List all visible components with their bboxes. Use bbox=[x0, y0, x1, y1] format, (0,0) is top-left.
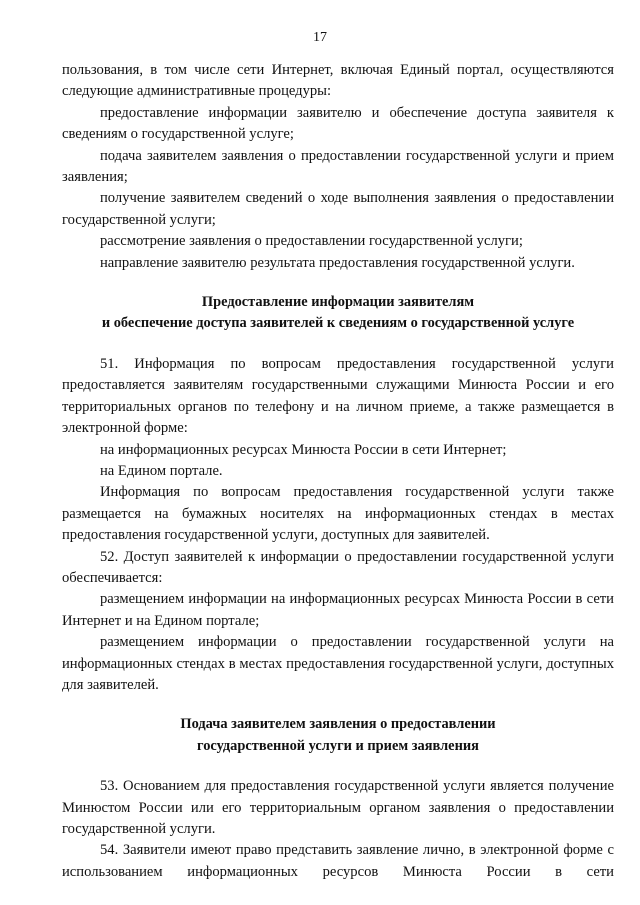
list-item: рассмотрение заявления о предоставлении государственной услуги; bbox=[100, 233, 523, 250]
list-item: размещением информации на информационных ресурсах Минюста России в сети Интернет и на Едином портале; bbox=[62, 591, 614, 629]
list-item: размещением информации о предоставлении государственной услуги на информационных стендах в местах предоставления государственной услуги, доступных для заявителей. bbox=[62, 634, 614, 693]
section-heading-line: Подача заявителем заявления о предоставлении bbox=[180, 716, 496, 733]
paragraph: Информация по вопросам предоставления государственной услуги также размещается на бумажных носителях на информационных стендах в местах предоставления государственной услуги, доступных для заявителей. bbox=[62, 484, 614, 544]
section-heading bbox=[62, 714, 614, 757]
paragraph: пользования, в том числе сети Интернет, включая Единый портал, осуществляются следующие административные процедуры: bbox=[62, 62, 614, 100]
paragraph: 53. Основанием для предоставления государственной услуги является получение Минюстом России или его территориальным органом заявления о предоставлении государственной услуги. bbox=[62, 778, 614, 837]
list-item: предоставление информации заявителю и обеспечение доступа заявителя к сведениям о государственной услуге; bbox=[62, 104, 614, 143]
list-item: получение заявителем сведений о ходе выполнения заявления о предоставлении государственной услуги; bbox=[62, 190, 614, 228]
paragraph: 51. Информация по вопросам предоставления государственной услуги предоставляется заявителям государственными служащими Минюста России и его территориальных органов по телефону и на личном приеме, а также размещается в электронной форме: bbox=[62, 355, 614, 437]
section-heading bbox=[62, 292, 614, 335]
list-item: направление заявителю результата предоставления государственной услуги. bbox=[100, 254, 575, 271]
page-number: 17 bbox=[313, 30, 327, 45]
list-item: подача заявителем заявления о предоставлении государственной услуги и прием заявления; bbox=[62, 147, 614, 186]
paragraph: 54. Заявители имеют право представить заявление лично, в электронной форме с использованием информационных ресурсов Минюста России в сети bbox=[62, 842, 614, 880]
section-heading-line: и обеспечение доступа заявителей к сведениям о государственной услуге bbox=[101, 315, 575, 332]
paragraph: 52. Доступ заявителей к информации о предоставлении государственной услуги обеспечивается: bbox=[62, 548, 614, 586]
list-item: на информационных ресурсах Минюста России в сети Интернет; bbox=[100, 441, 507, 458]
document-body bbox=[62, 60, 614, 883]
list-item: на Едином портале. bbox=[100, 462, 223, 479]
section-heading-line: государственной услуги и прием заявления bbox=[197, 737, 479, 754]
section-heading-line: Предоставление информации заявителям bbox=[201, 294, 475, 311]
